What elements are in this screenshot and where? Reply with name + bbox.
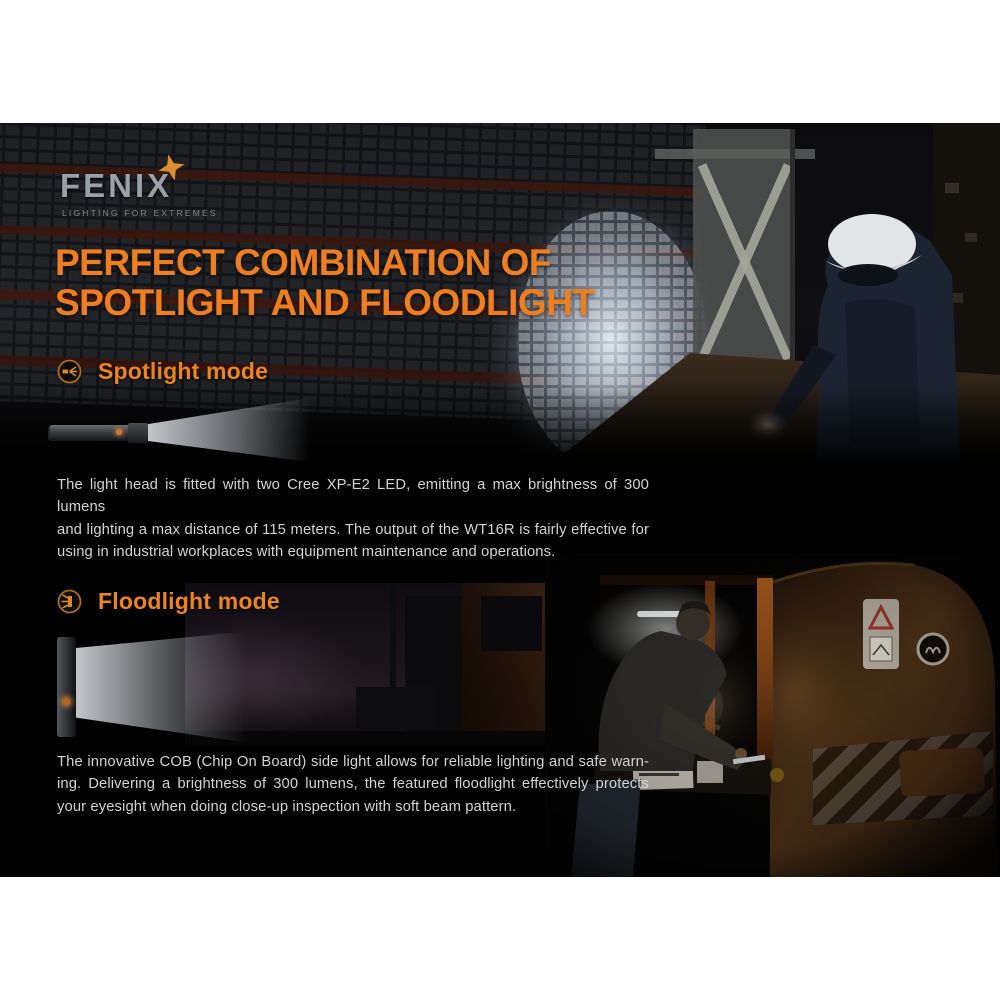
floodlight-description <box>57 751 649 818</box>
spotlight-description-line: using in industrial workplaces with equipment maintenance and operations. <box>57 544 556 561</box>
headline-line2: SPOTLIGHT AND FLOODLIGHT <box>55 282 595 323</box>
floodlight-description-line: ing. Delivering a brightness of 300 lumens, the featured floodlight effectively protects <box>57 776 649 793</box>
spotlight-mode-icon <box>57 359 82 384</box>
floodlight-flashlight <box>57 637 76 737</box>
floodlight-description-line: your eyesight when doing close-up inspection with soft beam pattern. <box>57 798 517 815</box>
floodlight-description-line: The innovative COB (Chip On Board) side light allows for reliable lighting and safe warn- <box>57 754 649 770</box>
truck-cab-window <box>481 596 542 651</box>
page-title <box>55 243 595 323</box>
product-image <box>0 123 1000 877</box>
spotlight-mode-label: Spotlight mode <box>98 357 269 384</box>
spotlight-description-line: The light head is fitted with two Cree XP-E2 LED, emitting a max brightness of 300 lumens <box>57 477 649 516</box>
spotlight-description <box>57 474 649 564</box>
floodlight-beam <box>76 628 246 746</box>
excavator-scene-art <box>545 553 1000 877</box>
floodlight-flashlight-switch <box>63 698 70 705</box>
headline-line1: PERFECT COMBINATION OF <box>55 242 552 283</box>
spotlight-flashlight-head <box>128 423 148 443</box>
logo-tagline: LIGHTING FOR EXTREMES <box>62 208 218 218</box>
spotlight-flashlight-switch <box>116 429 122 435</box>
spotlight-mode-header <box>57 357 268 385</box>
floodlight-mode-label: Floodlight mode <box>98 587 280 614</box>
floodlight-mode-header <box>57 587 280 615</box>
spotlight-description-line: and lighting a max distance of 115 meters. The output of the WT16R is fairly effective for <box>57 521 649 538</box>
excavator-inspection-photo <box>545 553 1000 877</box>
brand-logo <box>60 167 218 218</box>
forklift-silhouette <box>356 687 436 729</box>
floodlight-mode-icon <box>57 589 82 614</box>
logo-text: FENIX <box>60 167 173 204</box>
